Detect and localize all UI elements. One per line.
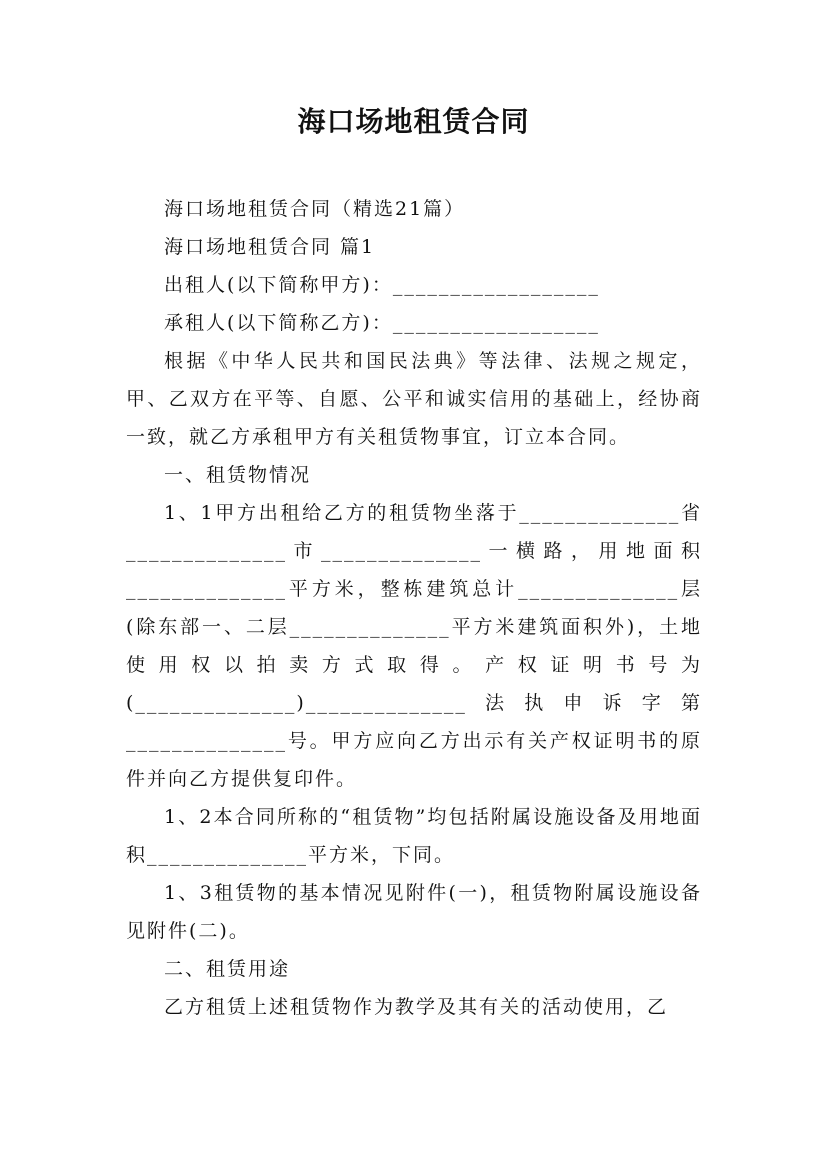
paragraph-preamble: 根据《中华人民共和国民法典》等法律、法规之规定，甲、乙双方在平等、自愿、公平和诚实信用的基础上，经协商一致，就乙方承租甲方有关租赁物事宜，订立本合同。 [126,350,702,448]
document-body [126,190,702,1026]
paragraph-chapter-heading: 海口场地租赁合同 篇1 [164,236,376,258]
paragraph-lessor: 出租人(以下简称甲方)：__________________ [164,274,600,296]
document-title: 海口场地租赁合同 [297,105,530,138]
paragraph-subtitle: 海口场地租赁合同（精选21篇） [164,198,466,220]
paragraph-lessee: 承租人(以下简称乙方)：__________________ [164,312,600,334]
paragraph-clause-1-2: 1、2本合同所称的“租赁物”均包括附属设施设备及用地面积______________平方米，下同。 [126,806,702,866]
paragraph-clause-1-1: 1、1甲方出租给乙方的租赁物坐落于______________省______________市______________一横路，用地面积______________平方米，整栋建筑总计______________层(除东部一、二层______________平方米建筑面积外)，土地使用权以拍卖方式取得。产权证明书号为(______________)______________法执申诉字第______________号。甲方应向乙方出示有关产权证明书的原件并向乙方提供复印件。 [126,502,702,790]
paragraph-clause-1-3: 1、3租赁物的基本情况见附件(一)，租赁物附属设施设备见附件(二)。 [126,882,702,942]
paragraph-section-1-heading: 一、租赁物情况 [164,464,312,486]
paragraph-section-2-heading: 二、租赁用途 [164,958,291,980]
paragraph-usage: 乙方租赁上述租赁物作为教学及其有关的活动使用，乙 [164,996,669,1018]
